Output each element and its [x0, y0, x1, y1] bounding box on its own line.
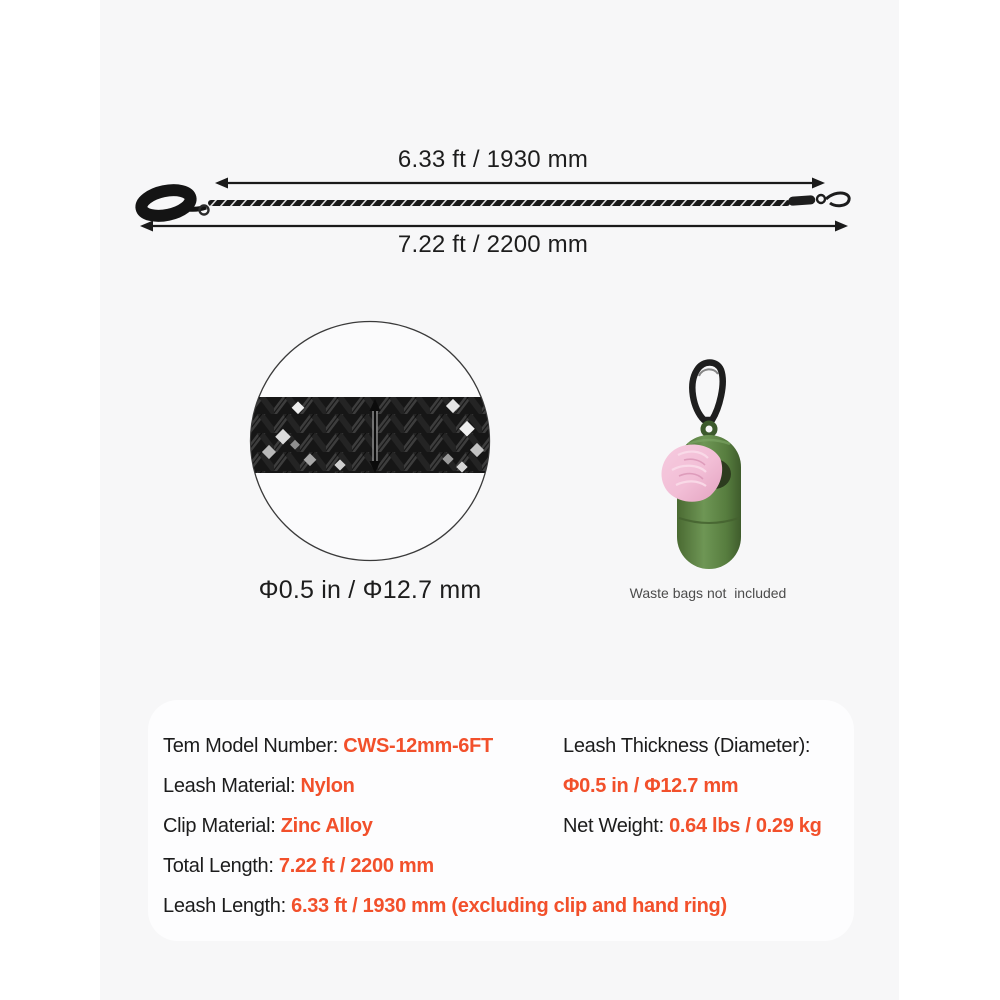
spec-label: Leash Material: [163, 775, 301, 797]
rope-closeup-circle [248, 319, 492, 563]
spec-label: Tem Model Number: [163, 735, 344, 757]
spec-label: Leash Length: [163, 895, 292, 917]
total-length-label: 7.22 ft / 2200 mm [397, 231, 589, 258]
waste-bag-dispenser [648, 352, 772, 578]
leash-rope [208, 200, 790, 206]
spec-net-weight [563, 806, 822, 846]
spec-label: Leash Thickness (Diameter): [563, 735, 811, 757]
spec-value: 7.22 ft / 2200 mm [278, 855, 434, 877]
spec-leash-length [163, 886, 727, 926]
spec-value: Zinc Alloy [280, 815, 373, 837]
spec-label: Clip Material: [163, 815, 281, 837]
spec-value: Φ0.5 in / Φ12.7 mm [563, 775, 739, 797]
spec-label: Total Length: [163, 855, 279, 877]
carabiner-icon [692, 363, 722, 421]
spec-label: Net Weight: [563, 815, 670, 837]
spec-value: CWS-12mm-6FT [343, 735, 493, 757]
dispenser-loop-icon [703, 423, 715, 435]
spec-value: 0.64 lbs / 0.29 kg [669, 815, 822, 837]
spec-thickness-value [563, 766, 822, 806]
leash-illustration [139, 186, 849, 220]
total-length-arrow-icon [140, 221, 848, 232]
leash-handle [139, 186, 193, 220]
spec-value: Nylon [300, 775, 355, 797]
inner-length-arrow-icon [215, 178, 825, 189]
diameter-label: Φ0.5 in / Φ12.7 mm [258, 576, 482, 604]
waste-bag-caption: Waste bags not included [629, 585, 787, 601]
spec-value: 6.33 ft / 1930 mm (excluding clip and hand ring) [291, 895, 727, 917]
leash-clip-icon [788, 193, 849, 206]
spec-column-right [563, 726, 822, 846]
spec-thickness-heading [563, 726, 822, 766]
spec-total-length [163, 846, 727, 886]
spec-panel [148, 700, 854, 941]
inner-length-label: 6.33 ft / 1930 mm [397, 146, 589, 173]
